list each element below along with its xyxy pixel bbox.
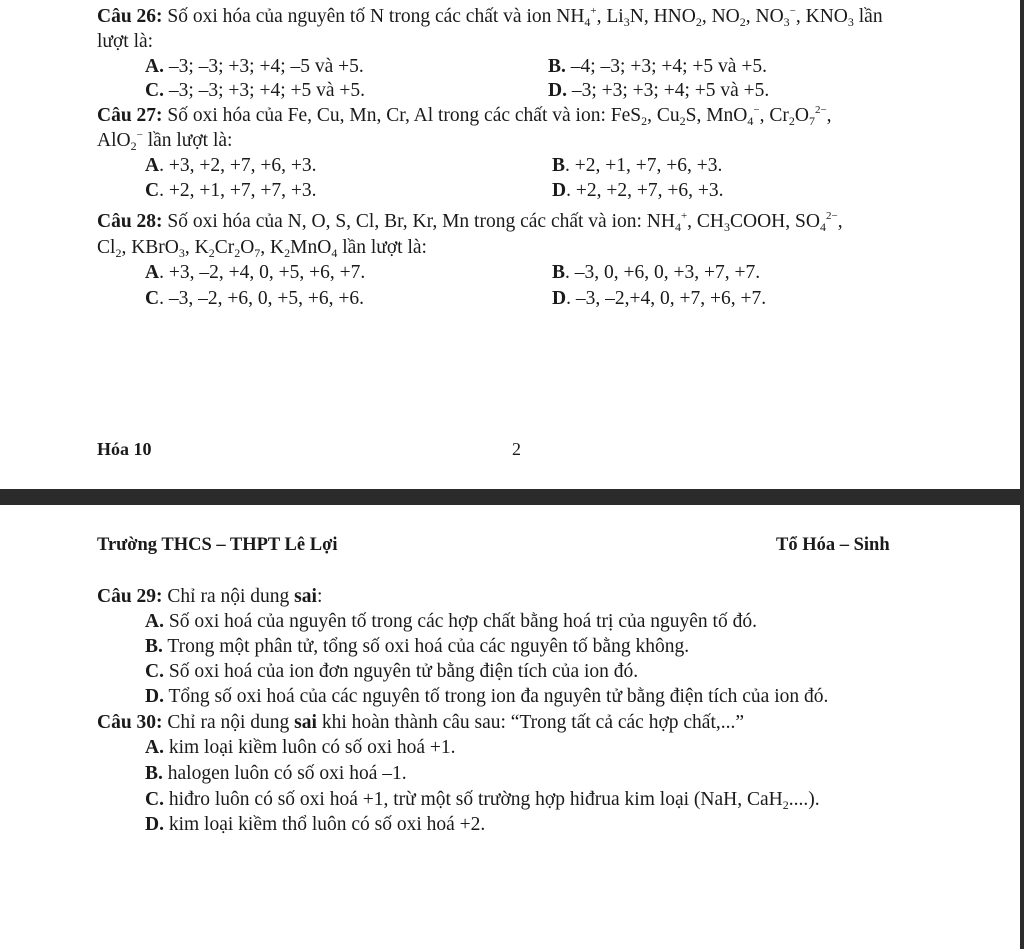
viewer-edge [1020,0,1024,949]
question-label: Câu 28: [97,211,163,232]
option-b[interactable]: B. –3, 0, +6, 0, +3, +7, +7. [552,262,761,283]
option-d[interactable]: D. Tổng số oxi hoá của các nguyên tố trong ion đa nguyên tử bằng điện tích của ion đó. [145,686,829,707]
option-b[interactable]: B. –4; –3; +3; +4; +5 và +5. [548,56,767,77]
option-b[interactable]: B. Trong một phân tử, tổng số oxi hoá của các nguyên tố bằng không. [145,636,690,657]
question-28-stem-cont: $Cl_2$, KBrO$_3$, $K_2Cr_2O_7$, $K_2MnO_4$ lần lượt là: [97,237,427,260]
footer-subject: Hóa 10 [97,439,152,459]
formula: FeS$_2$ [610,105,648,128]
question-27-stem: Câu 27: Số oxi hóa của Fe, Cu, Mn, Cr, Al trong các chất và ion: FeS$_2$, $Cu_2S$, MnO$_4$−, $Cr_2O_7^{2-}$, [97,104,832,128]
option-d[interactable]: D. kim loại kiềm thổ luôn có số oxi hoá +2. [145,814,486,835]
option-a[interactable]: A. kim loại kiềm luôn có số oxi hoá +1. [145,737,456,758]
question-29-stem: Câu 29: Chỉ ra nội dung sai: [97,586,323,607]
option-a[interactable]: A. Số oxi hoá của nguyên tố trong các hợp chất bằng hoá trị của nguyên tố đó. [145,611,757,632]
option-a[interactable]: A. +3, +2, +7, +6, +3. [145,155,317,176]
formula: MnO$_4$− [706,104,760,128]
option-c[interactable]: C. hiđro luôn có số oxi hoá +1, trừ một số trường hợp hiđrua kim loại (NaH, CaH$_2$....). [145,789,820,812]
option-c[interactable]: C. +2, +1, +7, +7, +3. [145,180,317,201]
formula: KBrO$_3$ [131,237,185,260]
header-department: Tổ Hóa – Sinh [776,535,890,555]
option-b[interactable]: B. +2, +1, +7, +6, +3. [552,155,723,176]
question-label: Câu 30: [97,712,163,733]
formula: $K_2Cr_2O_7$ [194,237,261,260]
formula: $Cr_2O_7^{2-}$ [769,104,827,128]
header-school: Trường THCS – THPT Lê Lợi [97,535,338,555]
formula: $Li_3N$ [606,6,644,29]
question-27-stem-cont: AlO$_2$− lần lượt là: [97,129,233,153]
option-b[interactable]: B. halogen luôn có số oxi hoá –1. [145,763,407,784]
formula: $CH_3COOH$ [696,211,786,234]
formula: $NH_4^+$ [556,5,597,29]
option-a[interactable]: A. –3; –3; +3; +4; –5 và +5. [145,56,364,77]
question-label: Câu 29: [97,586,163,607]
formula: AlO$_2$− [97,129,143,153]
formula: $NO_3^-$ [755,5,796,29]
formula: $NH_4^+$ [646,210,688,234]
question-30-stem: Câu 30: Chỉ ra nội dung sai khi hoàn thành câu sau: “Trong tất cả các hợp chất,...” [97,712,745,733]
page-number: 2 [512,439,521,459]
formula: $SO_4^{2-}$ [795,210,838,234]
question-26-stem: Câu 26: Số oxi hóa của nguyên tố N trong các chất và ion $NH_4^+$, $Li_3N$, $HNO_2$, $NO_2$, $NO_3^-$, $KNO_3$ lần [97,5,883,29]
formula: $K_2MnO_4$ [270,237,338,260]
question-28-stem: Câu 28: Số oxi hóa của N, O, S, Cl, Br, Kr, Mn trong các chất và ion: $NH_4^+$, $CH_3COOH$, $SO_4^{2-}$, [97,210,843,234]
question-label: Câu 27: [97,105,163,126]
formula: $NO_2$ [711,6,746,29]
option-d[interactable]: D. –3, –2,+4, 0, +7, +6, +7. [552,288,767,309]
option-a[interactable]: A. +3, –2, +4, 0, +5, +6, +7. [145,262,366,283]
formula: $HNO_2$ [653,6,702,29]
formula: $KNO_3$ [805,6,854,29]
option-d[interactable]: D. +2, +2, +7, +6, +3. [552,180,724,201]
formula: $Cl_2$ [97,237,122,260]
question-26-stem-cont: lượt là: [97,31,154,52]
option-c[interactable]: C. Số oxi hoá của ion đơn nguyên tử bằng điện tích của ion đó. [145,661,639,682]
formula: $Cu_2S$ [656,105,697,128]
option-d[interactable]: D. –3; +3; +3; +4; +5 và +5. [548,80,770,101]
option-c[interactable]: C. –3; –3; +3; +4; +5 và +5. [145,80,366,101]
option-c[interactable]: C. –3, –2, +6, 0, +5, +6, +6. [145,288,364,309]
question-label: Câu 26: [97,6,163,27]
page-separator [0,489,1024,505]
